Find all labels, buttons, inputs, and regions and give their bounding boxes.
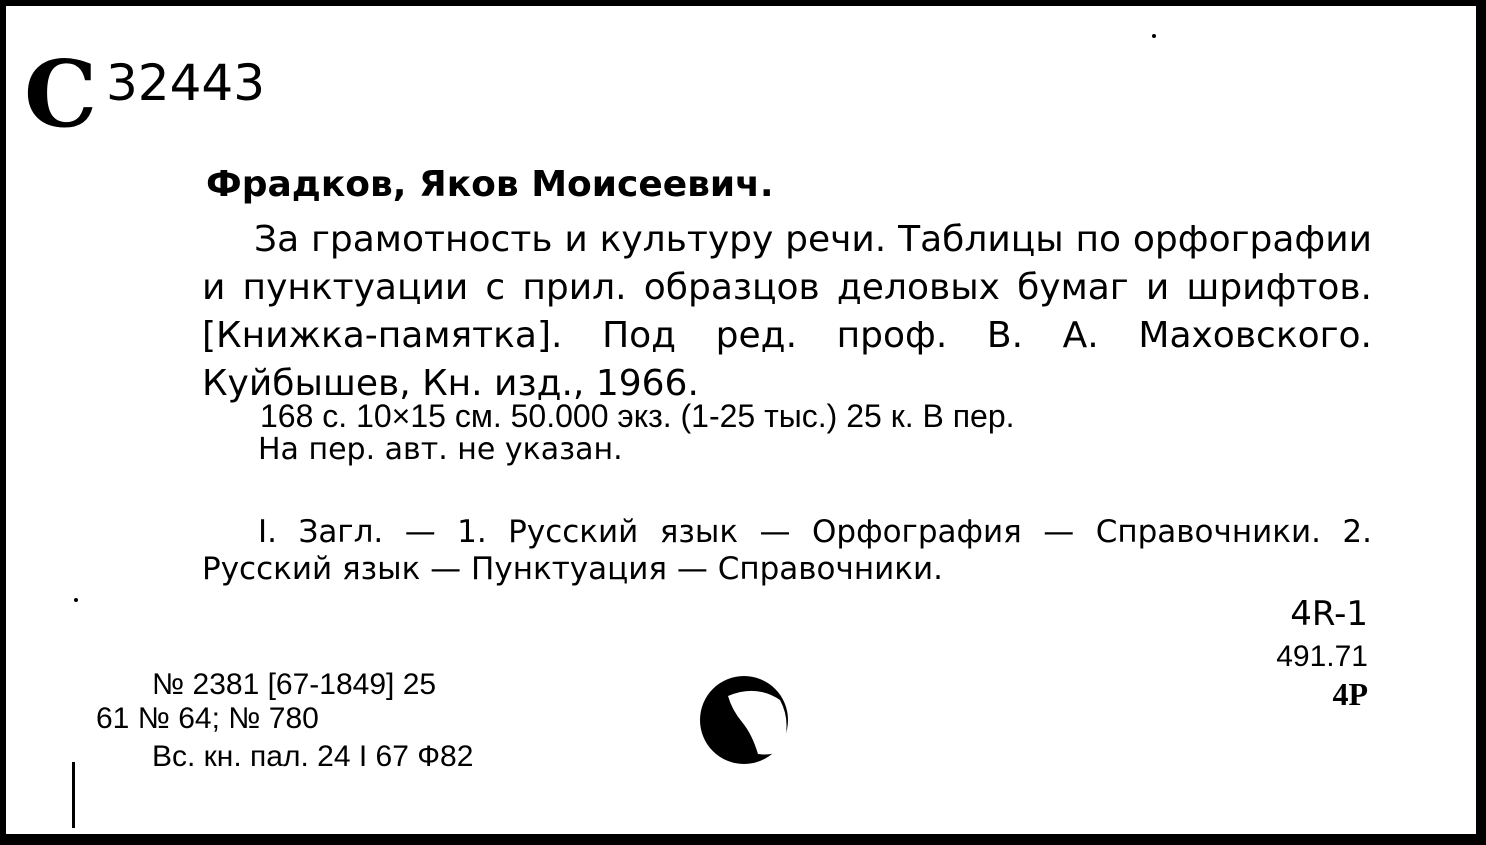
- collation-line: 168 с. 10×15 см. 50.000 экз. (1-25 тыс.) 25 к. В пер.: [260, 398, 1015, 434]
- call-number: 32443: [106, 54, 266, 112]
- bbk-code: 4Р: [1332, 676, 1368, 712]
- handwritten-class-mark: 4R-1: [1290, 594, 1368, 634]
- note-line: На пер. авт. не указан.: [258, 432, 623, 467]
- margin-mark: [72, 762, 75, 828]
- publication-line-3: Вс. кн. пал. 24 I 67 Ф82: [152, 740, 474, 773]
- udc-code: 491.71: [1276, 640, 1368, 673]
- publication-line-2: 61 № 64; № 780: [96, 702, 319, 735]
- title-description: За грамотность и культуру речи. Таблицы по орфографии и пунктуации с прил. образцов деловых бумаг и шрифтов. [Книжка-памятка]. Под ред. проф. В. А. Маховского. Куйбышев, Кн. изд., 1966.: [202, 219, 1372, 404]
- call-number-letter: С: [24, 40, 98, 148]
- speck: [74, 598, 78, 602]
- author-heading: Фрадков, Яков Моисеевич.: [206, 164, 774, 205]
- speck: [1152, 34, 1156, 38]
- publication-line-1: № 2381 [67-1849] 25: [152, 668, 437, 701]
- catalog-card: [4, 4, 1478, 836]
- punch-hole-icon: [698, 674, 798, 774]
- subject-tracings: I. Загл. — 1. Русский язык — Орфография — Справочники. 2. Русский язык — Пунктуация — Справочники.: [202, 514, 1372, 587]
